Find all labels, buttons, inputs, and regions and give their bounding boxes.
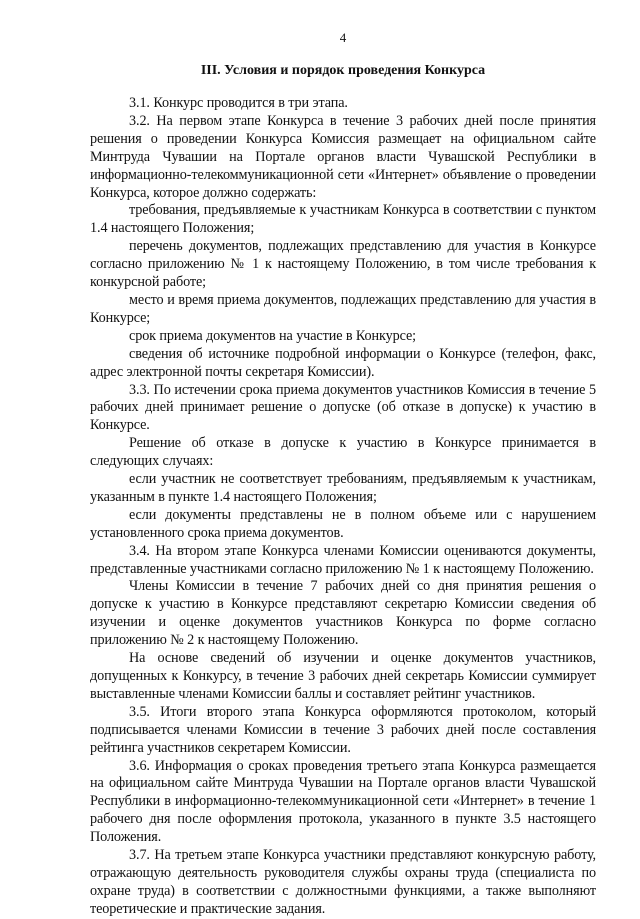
paragraph-members-evaluation: Члены Комиссии в течение 7 рабочих дней со дня принятия решения о допуске к участию в Конкурсе представляют секретарю Комиссии сведения об изучении и оценке документов участников Конкурса по форме согласно приложению № 2 к настоящему Положению. bbox=[90, 578, 596, 649]
list-item-contact-info: сведения об источнике подробной информации о Конкурсе (телефон, факс, адрес электронной почты секретаря Комиссии). bbox=[90, 345, 596, 380]
paragraph-3-3: 3.3. По истечении срока приема документов участников Комиссия в течение 5 рабочих дней принимает решение о допуске (об отказе в допуске) к участию в Конкурсе. bbox=[90, 381, 596, 434]
list-item-requirements: требования, предъявляемые к участникам Конкурса в соответствии с пунктом 1.4 настоящего Положения; bbox=[90, 202, 596, 237]
section-title: III. Условия и порядок проведения Конкурса bbox=[200, 63, 486, 78]
document-body bbox=[90, 95, 596, 919]
paragraph-refusal-cases: Решение об отказе в допуске к участию в Конкурсе принимается в следующих случаях: bbox=[90, 435, 596, 470]
paragraph-rating: На основе сведений об изучении и оценке документов участников, допущенных к Конкурсу, в течение 3 рабочих дней секретарь Комиссии суммирует выставленные членами Комиссии баллы и составляет рейтинг участников. bbox=[90, 650, 596, 702]
list-item-refusal-requirements: если участник не соответствует требованиям, предъявляемым к участникам, указанным в пункте 1.4 настоящего Положения; bbox=[90, 471, 596, 505]
page-number: 4 bbox=[339, 30, 347, 45]
list-item-documents: перечень документов, подлежащих представлению для участия в Конкурсе согласно приложению № 1 к настоящему Положению, в том числе требования к конкурсной работе; bbox=[90, 238, 596, 291]
document-page bbox=[90, 0, 596, 917]
paragraph-3-7: 3.7. На третьем этапе Конкурса участники представляют конкурсную работу, отражающую деятельность руководителя службы охраны труда (специалиста по охране труда) в соответствии с должностными функциями, а также выполняют теоретические и практические задания. bbox=[90, 847, 596, 917]
list-item-place-time: место и время приема документов, подлежащих представлению для участия в Конкурсе; bbox=[90, 291, 596, 326]
paragraph-3-6: 3.6. Информация о сроках проведения третьего этапа Конкурса размещается на официальном сайте Минтруда Чувашии на Портале органов власти Чувашской Республики в информационно-телекоммуникационной сети «Интернет» в течение 1 рабочего дня после оформления протокола, указанного в пункте 3.5 настоящего Положения. bbox=[90, 757, 596, 846]
list-item-refusal-documents: если документы представлены не в полном объеме или с нарушением установленного срока приема документов. bbox=[90, 506, 596, 541]
paragraph-3-5: 3.5. Итоги второго этапа Конкурса оформляются протоколом, который подписывается членами Комиссии в течение 3 рабочих дней после составления рейтинга участников секретарем Комиссии. bbox=[90, 703, 596, 756]
paragraph-3-1: 3.1. Конкурс проводится в три этапа. bbox=[129, 95, 348, 111]
list-item-deadline: срок приема документов на участие в Конкурсе; bbox=[129, 327, 417, 344]
paragraph-3-4: 3.4. На втором этапе Конкурса членами Комиссии оцениваются документы, представленные участниками согласно приложению № 1 к настоящему Положению. bbox=[90, 542, 596, 577]
paragraph-3-2: 3.2. На первом этапе Конкурса в течение 3 рабочих дней после принятия решения о проведении Конкурса Комиссия размещает на официальном сайте Минтруда Чувашии на Портале органов власти Чувашской Республики в информационно-телекоммуникационной сети «Интернет» объявление о проведении Конкурса, которое должно содержать: bbox=[90, 112, 596, 201]
